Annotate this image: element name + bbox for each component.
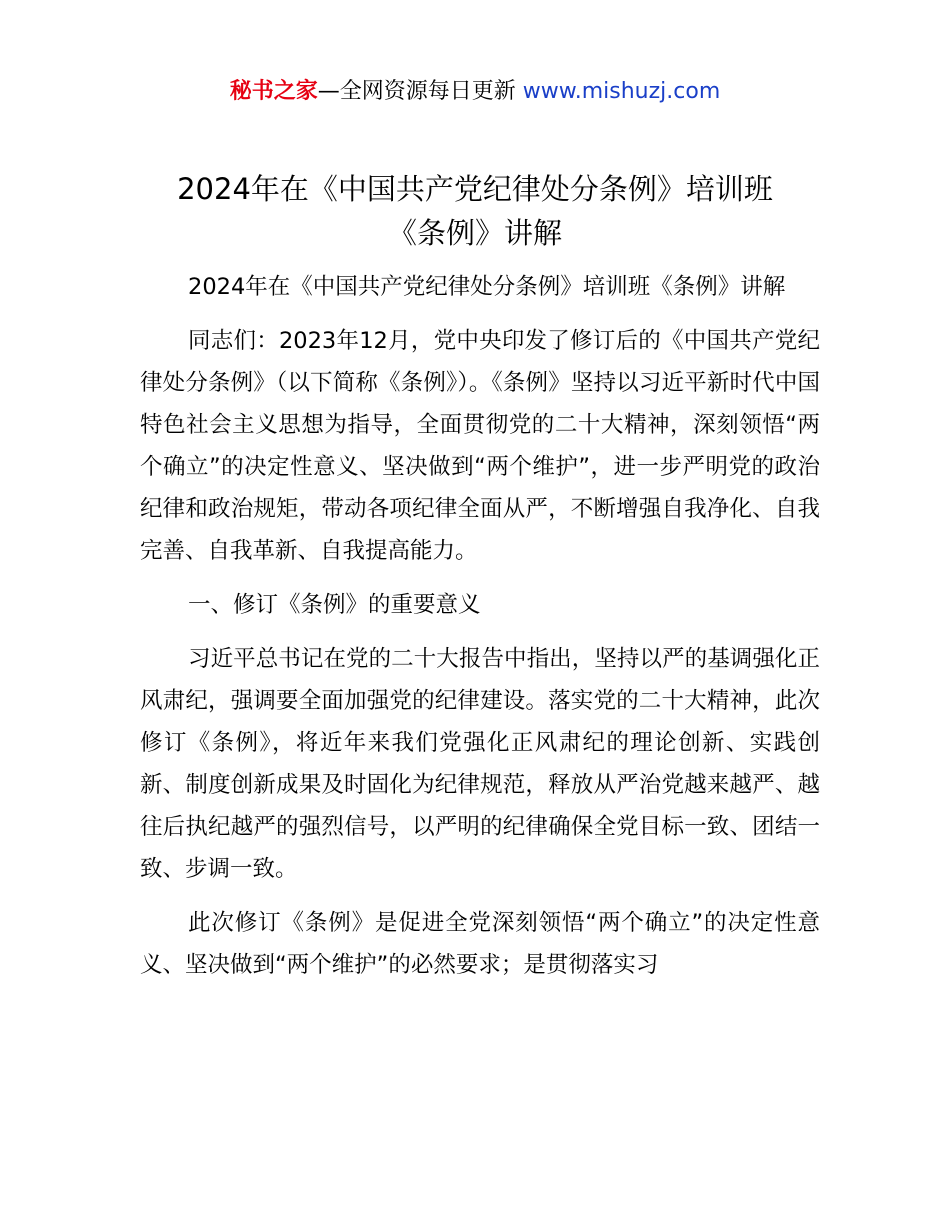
section-heading-1: 一、修订《条例》的重要意义 — [188, 592, 481, 618]
paragraph-section-1b: 此次修订《条例》是促进全党深刻领悟“两个确立”的决定性意义、坚决做到“两个维护”的必然要求；是贯彻落实习 — [140, 910, 820, 978]
site-tagline: —全网资源每日更新 — [317, 79, 523, 104]
title-line-2: 《条例》讲解 — [387, 216, 562, 250]
site-url-link[interactable]: www.mishuzj.com — [522, 79, 721, 104]
paragraph-intro: 同志们：2023年12月，党中央印发了修订后的《中国共产党纪律处分条例》（以下简称《条例》）。《条例》坚持以习近平新时代中国特色社会主义思想为指导，全面贯彻党的二十大精神，深刻领悟“两个确立”的决定性意义、坚决做到“两个维护”，进一步严明党的政治纪律和政治规矩，带动各项纪律全面从严，不断增强自我净化、自我完善、自我革新、自我提高能力。 — [140, 328, 820, 564]
site-brand: 秘书之家 — [229, 79, 318, 104]
document-title — [80, 167, 870, 255]
document-body — [140, 266, 820, 998]
title-line-1: 2024年在《中国共产党纪律处分条例》培训班 — [177, 172, 773, 206]
site-header — [0, 76, 950, 108]
paragraph-subtitle: 2024年在《中国共产党纪律处分条例》培训班《条例》讲解 — [188, 274, 786, 300]
paragraph-section-1: 习近平总书记在党的二十大报告中指出，坚持以严的基调强化正风肃纪，强调要全面加强党的纪律建设。落实党的二十大精神，此次修订《条例》，将近年来我们党强化正风肃纪的理论创新、实践创新、制度创新成果及时固化为纪律规范，释放从严治党越来越严、越往后执纪越严的强烈信号，以严明的纪律确保全党目标一致、团结一致、步调一致。 — [140, 646, 820, 882]
